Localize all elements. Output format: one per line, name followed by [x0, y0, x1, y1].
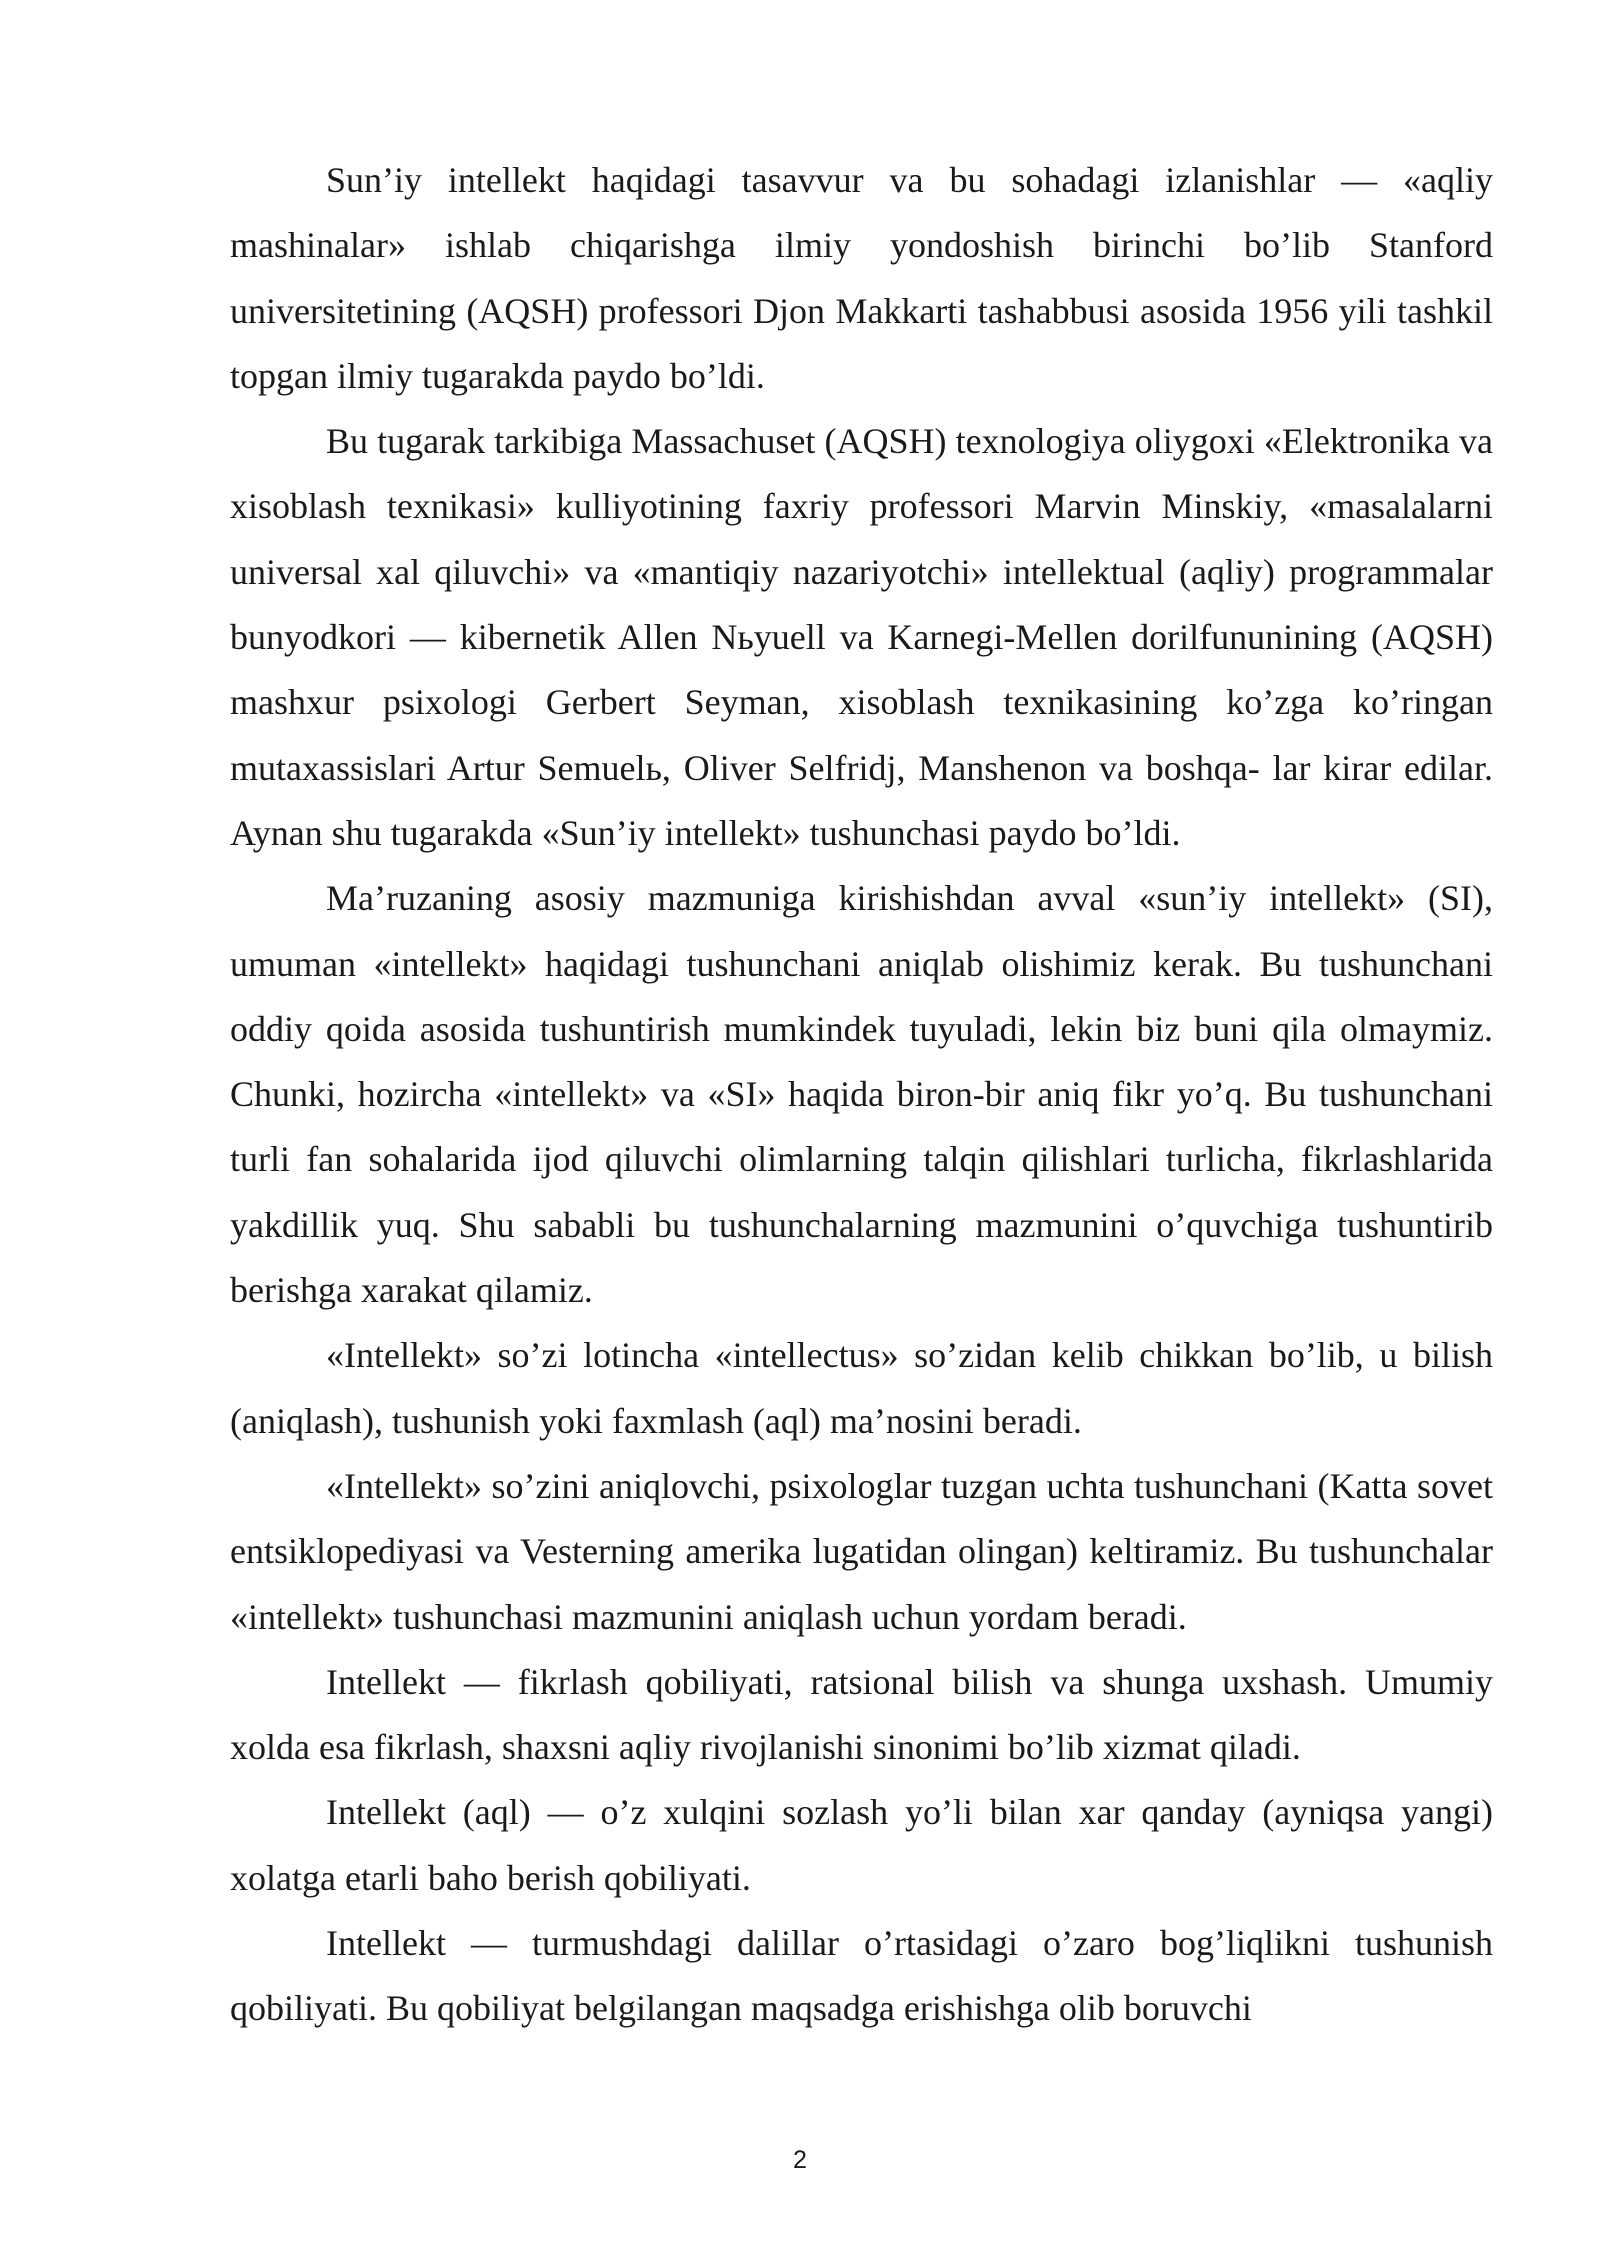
page-number: 2	[793, 2146, 807, 2174]
paragraph-1: Sun’iy intellekt haqidagi tasavvur va bu sohadagi izlanishlar — «aqliy mashinalar» ishlab chiqarishga ilmiy yondoshish birinchi bo’lib Stanford universitetining (AQSH) professori Djon Makkarti tashabbusi asosida 1956 yili tashkil topgan ilmiy tugarakda paydo bo’ldi.	[230, 160, 1493, 396]
paragraph-5: «Intellekt» so’zini aniqlovchi, psixologlar tuzgan uchta tushunchani (Katta sovet entsiklopediyasi va Vesterning amerika lugatidan olingan) keltiramiz. Bu tushunchalar «intellekt» tushunchasi mazmunini aniqlash uchun yordam beradi.	[230, 1465, 1493, 1637]
paragraph-4: «Intellekt» so’zi lotincha «intellectus» so’zidan kelib chikkan bo’lib, u bilish (aniqlash), tushunish yoki faxmlash (aql) ma’nosini beradi.	[230, 1335, 1493, 1441]
paragraph-6: Intellekt — fikrlash qobiliyati, ratsional bilish va shunga uxshash. Umumiy xolda esa fikrlash, shaxsni aqliy rivojlanishi sinonimi bo’lib xizmat qiladi.	[230, 1661, 1493, 1768]
paragraph-3: Ma’ruzaning asosiy mazmuniga kirishishdan avval «sun’iy intellekt» (SI), umuman «intellekt» haqidagi tushunchani aniqlab olishimiz kerak. Bu tushunchani oddiy qoida asosida tushuntirish mumkindek tuyuladi, lekin biz buni qila olmaymiz. Chunki, hozircha «intellekt» va «SI» haqida biron-bir aniq fikr yo’q. Bu tushunchani turli fan sohalarida ijod qiluvchi olimlarning talqin qilishlari turlicha, fikrlashlarida yakdillik yuq. Shu sababli bu tushunchalarning mazmunini o’quvchiga tushuntirib berishga xarakat qilamiz.	[230, 878, 1493, 1311]
document-body	[230, 148, 1493, 2042]
paragraph-8: Intellekt — turmushdagi dalillar o’rtasidagi o’zaro bog’liqlikni tushunish qobiliyati. Bu qobiliyat belgilangan maqsadga erishishga olib boruvchi	[230, 1923, 1493, 2029]
paragraph-7: Intellekt (aql) — o’z xulqini sozlash yo’li bilan xar qanday (ayniqsa yangi) xolatga etarli baho berish qobiliyati.	[230, 1792, 1493, 1898]
paragraph-2: Bu tugarak tarkibiga Massachuset (AQSH) texnologiya oliygoxi «Elektronika va xisoblash texnikasi» kulliyotining faxriy professori Marvin Minskiy, «masalalarni universal xal qiluvchi» va «mantiqiy nazariyotchi» intellektual (aqliy) programmalar bunyodkori — kibernetik Allen Nьyuell va Karnegi-Mellen dorilfununining (AQSH) mashxur psixologi Gerbert Seyman, xisoblash texnikasining ko’zga ko’ringan mutaxassislari Artur Semuelь, Oliver Selfridj, Manshenon va boshqa- lar kirar edilar. Aynan shu tugarakda «Sun’iy intellekt» tushunchasi paydo bo’ldi.	[230, 421, 1493, 853]
